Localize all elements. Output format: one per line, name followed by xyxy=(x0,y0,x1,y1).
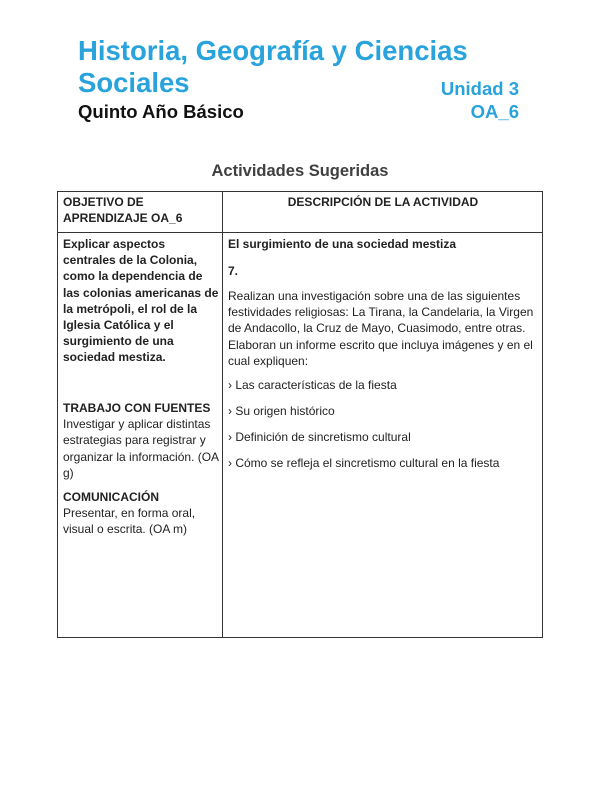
grade-label: Quinto Año Básico xyxy=(78,101,244,122)
subject-title-line-1: Historia, Geografía y Ciencias xyxy=(78,35,468,66)
list-item: › Las características de la fiesta xyxy=(228,378,397,392)
section-title: Actividades Sugeridas xyxy=(211,162,389,180)
skill-communication xyxy=(63,489,220,538)
activity-bullet-list xyxy=(228,377,540,481)
list-item: › Cómo se refleja el sincretismo cultural en la fiesta xyxy=(228,456,500,470)
activity-number: 7. xyxy=(228,264,239,278)
header-divider xyxy=(58,232,542,233)
skill-text: Presentar, en forma oral, visual o escrita. (OA m) xyxy=(63,506,196,537)
header-objective: OBJETIVO DE APRENDIZAJE OA_6 xyxy=(63,195,183,225)
objective-text: Explicar aspectos centrales de la Colonia, como la dependencia de las colonias americanas de la metrópoli, el rol de la Iglesia Católica y el surgimiento de una sociedad mestiza. xyxy=(63,237,219,365)
header-description: DESCRIPCIÓN DE LA ACTIVIDAD xyxy=(287,195,479,209)
list-item: › Definición de sincretismo cultural xyxy=(228,430,411,444)
activity-title: El surgimiento de una sociedad mestiza xyxy=(228,237,457,251)
list-item: › Su origen histórico xyxy=(228,404,335,418)
skill-title: COMUNICACIÓN xyxy=(63,490,159,504)
activity-cell xyxy=(228,236,540,470)
activity-description: Realizan una investigación sobre una de las siguientes festividades religiosas: La Tirana, la Candelaria, la Virgen de Andacollo, la Cruz de Mayo, Cuasimodo, entre otras. Elaboran un informe escrito que incluya imágenes y en el cual expliquen: xyxy=(228,289,534,368)
subject-title-line-2: Sociales xyxy=(78,67,190,98)
unit-label: Unidad 3 xyxy=(440,78,519,99)
oa-code-label: OA_6 xyxy=(470,101,519,122)
skill-sources xyxy=(63,400,220,481)
column-divider xyxy=(222,192,223,637)
objective-cell xyxy=(63,236,220,537)
skill-text: Investigar y aplicar distintas estrategias para registrar y organizar la información. (OA g) xyxy=(63,417,219,480)
skill-title: TRABAJO CON FUENTES xyxy=(63,401,211,415)
activities-table xyxy=(57,191,543,638)
